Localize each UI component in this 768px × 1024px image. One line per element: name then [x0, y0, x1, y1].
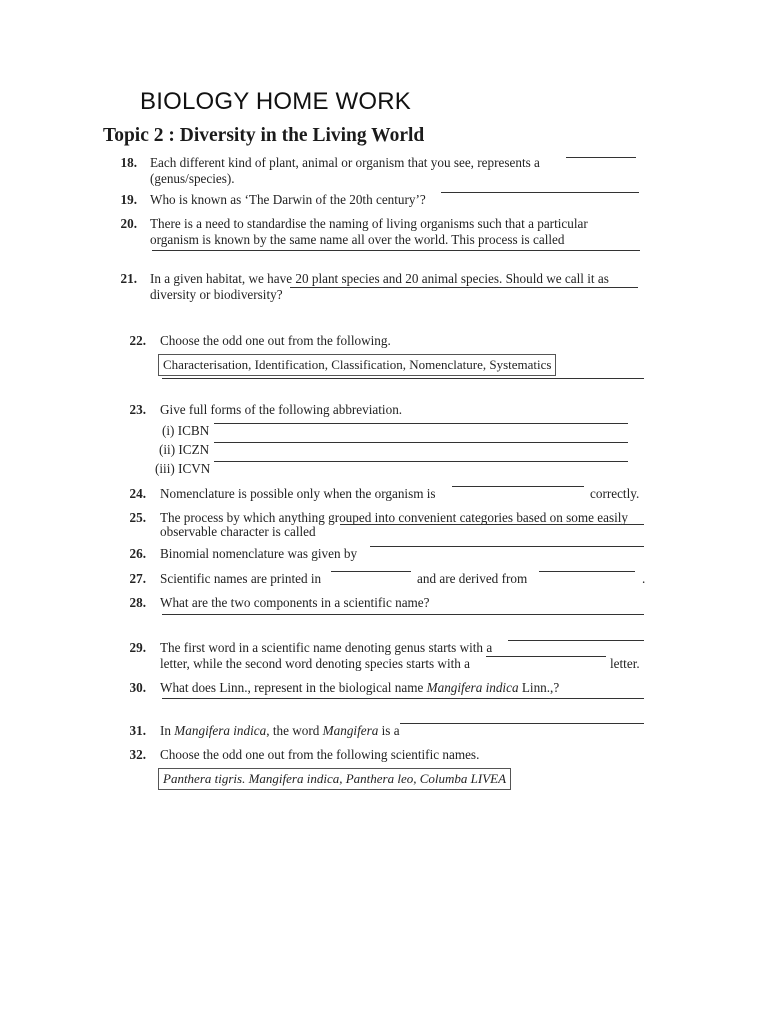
answer-blank[interactable] [162, 378, 644, 379]
question-text: Binomial nomenclature was given by [160, 546, 358, 561]
question-text-end: letter. [610, 656, 640, 671]
question-number: 29. [129, 640, 146, 655]
answer-blank[interactable] [452, 486, 584, 487]
answer-blank[interactable] [486, 656, 606, 657]
question-number: 31. [129, 723, 146, 738]
question-text-mid: , the word [266, 723, 320, 738]
question-text: Who is known as ‘The Darwin of the 20th century’? [150, 192, 426, 207]
question-number: 28. [129, 595, 146, 610]
topic-heading: Topic 2 : Diversity in the Living World [103, 125, 425, 146]
question-text: The first word in a scientific name denoting genus starts with a [160, 640, 493, 655]
question-text-post: is a [381, 723, 400, 738]
question-number: 20. [120, 216, 137, 231]
answer-blank[interactable] [290, 287, 638, 288]
question-text [160, 680, 559, 696]
answer-blank[interactable] [214, 442, 628, 443]
question-number: 24. [129, 486, 146, 501]
question-text: Each different kind of plant, animal or organism that you see, represents a [150, 155, 540, 170]
scientific-name: Mangifera indica [174, 723, 267, 738]
question-text-cont: organism is known by the same name all over the world. This process is called [150, 232, 565, 247]
question-number: 26. [129, 546, 146, 561]
answer-blank[interactable] [162, 614, 644, 615]
question-text: There is a need to standardise the naming of living organisms such that a particular [150, 216, 588, 231]
question-text: The process by which anything grouped into convenient categories based on some easily [160, 510, 629, 525]
question-number: 23. [129, 402, 146, 417]
question-text-mid: and are derived from [417, 571, 528, 586]
question-number: 32. [129, 747, 146, 762]
question-text-end: . [642, 571, 646, 586]
answer-blank[interactable] [152, 250, 640, 251]
answer-blank[interactable] [508, 640, 644, 641]
question-text: What are the two components in a scientific name? [160, 595, 430, 610]
options-box: Characterisation, Identification, Classification, Nomenclature, Systematics [158, 354, 556, 376]
page-title: BIOLOGY HOME WORK [140, 88, 411, 115]
question-text [160, 723, 400, 739]
answer-blank[interactable] [331, 571, 411, 572]
answer-blank[interactable] [214, 423, 628, 424]
question-text: Choose the odd one out from the following. [160, 333, 391, 348]
answer-blank[interactable] [539, 571, 635, 572]
options-box: Panthera tigris. Mangifera indica, Panthera leo, Columba LIVEA [158, 768, 511, 790]
question-number: 21. [120, 271, 137, 286]
abbreviation-label: (i) ICBN [162, 423, 210, 438]
question-text: Give full forms of the following abbreviation. [160, 402, 403, 417]
answer-blank[interactable] [400, 723, 644, 724]
question-text-cont: (genus/species). [150, 171, 235, 186]
question-text: In a given habitat, we have 20 plant species and 20 animal species. Should we call it as [150, 271, 609, 286]
question-number: 30. [129, 680, 146, 695]
answer-blank[interactable] [214, 461, 628, 462]
abbreviation-label: (ii) ICZN [159, 442, 210, 457]
question-text: Scientific names are printed in [160, 571, 322, 586]
answer-blank[interactable] [370, 546, 644, 547]
question-number: 22. [129, 333, 146, 348]
question-text-post: Linn.,? [521, 680, 560, 695]
question-text: Choose the odd one out from the following scientific names. [160, 747, 480, 762]
answer-blank[interactable] [340, 524, 644, 525]
question-text-cont: diversity or biodiversity? [150, 287, 283, 302]
question-text-pre: What does Linn., represent in the biological name [160, 680, 424, 695]
scientific-name: Mangifera indica [426, 680, 519, 695]
question-number: 19. [120, 192, 137, 207]
question-text-cont: letter, while the second word denoting species starts with a [160, 656, 471, 671]
question-number: 25. [129, 510, 146, 525]
question-text: Nomenclature is possible only when the organism is [160, 486, 436, 501]
genus-name: Mangifera [322, 723, 379, 738]
question-text-end: correctly. [590, 486, 640, 501]
answer-blank[interactable] [566, 157, 636, 158]
question-text-pre: In [160, 723, 171, 738]
question-text-cont: observable character is called [160, 524, 316, 539]
answer-blank[interactable] [162, 698, 644, 699]
question-number: 27. [129, 571, 146, 586]
answer-blank[interactable] [441, 192, 639, 193]
question-number: 18. [120, 155, 137, 170]
abbreviation-label: (iii) ICVN [155, 461, 211, 476]
